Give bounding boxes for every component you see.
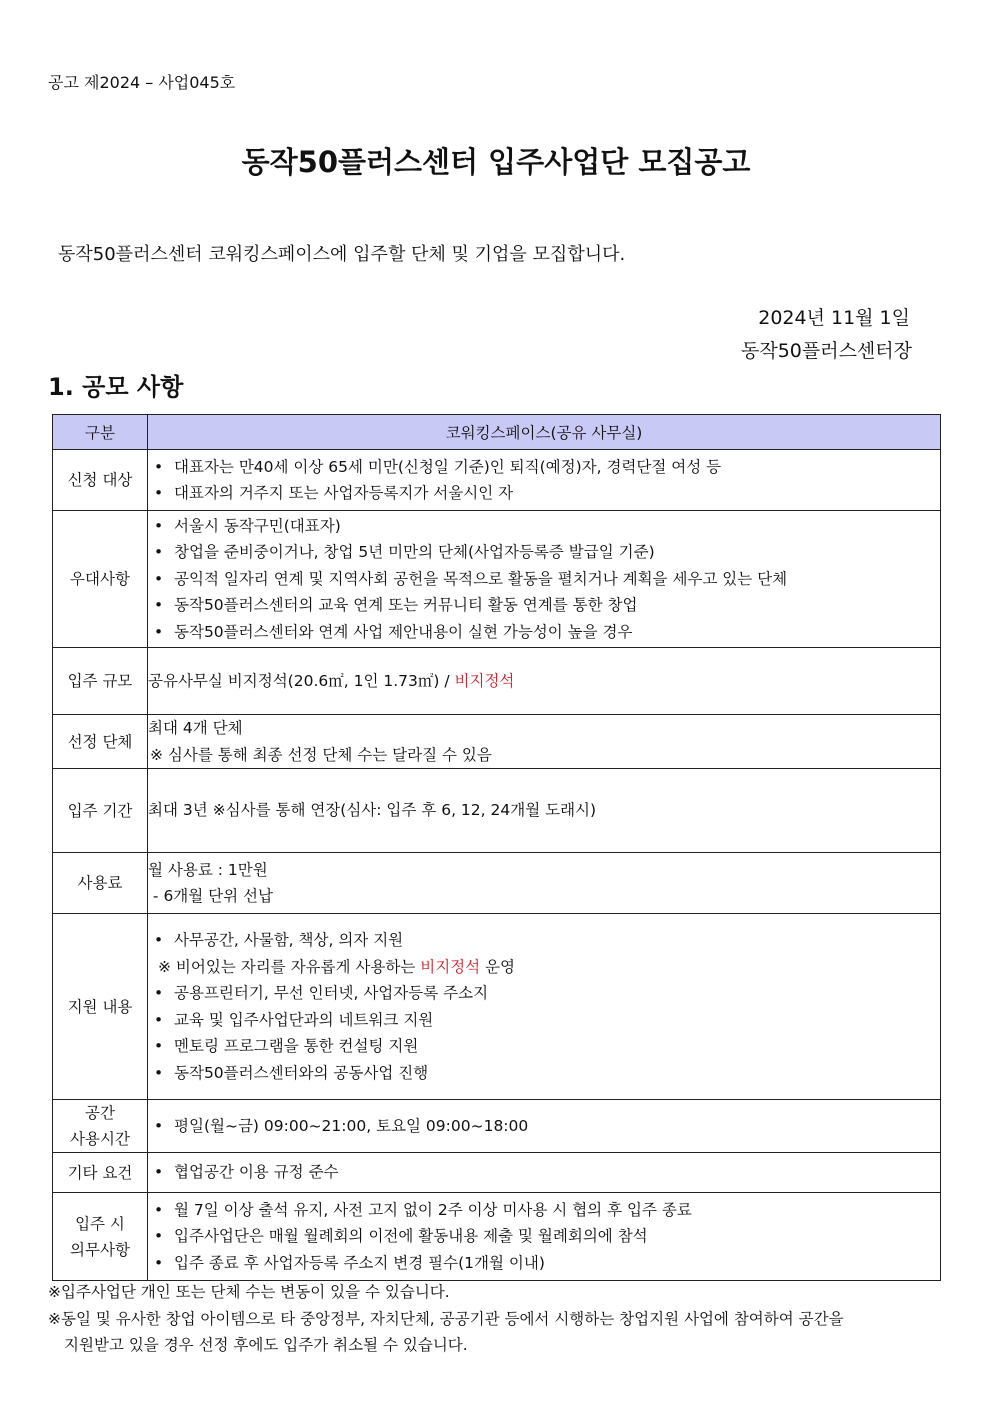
list-item: • 멘토링 프로그램을 통한 컨설팅 지원 <box>148 1033 940 1060</box>
page-title: 동작50플러스센터 입주사업단 모집공고 <box>241 145 751 179</box>
list-item: • 동작50플러스센터와 연계 사업 제안내용이 실현 가능성이 높을 경우 <box>148 619 940 646</box>
list-item: • 협업공간 이용 규정 준수 <box>148 1159 940 1186</box>
label-fee: 사용료 <box>53 853 148 914</box>
label-scale: 입주 규모 <box>53 648 148 715</box>
scale-highlight: 비지정석 <box>454 671 515 690</box>
label-period: 입주 기간 <box>53 769 148 853</box>
period-text: 최대 3년 ※심사를 통해 연장(심사: 입주 후 6, 12, 24개월 도래시) <box>148 801 597 819</box>
section-title: 1. 공모 사항 <box>48 373 184 401</box>
list-item: • 평일(월~금) 09:00~21:00, 토요일 09:00~18:00 <box>148 1113 940 1140</box>
list-item: • 입주 종료 후 사업자등록 주소지 변경 필수(1개월 이내) <box>148 1250 940 1277</box>
fee-payment: - 6개월 단위 선납 <box>148 887 274 905</box>
row-support <box>53 914 941 1100</box>
selection-note: ※ 심사를 통해 최종 선정 단체 수는 달라질 수 있음 <box>150 745 492 764</box>
list-item: • 사무공간, 사물함, 책상, 의자 지원 <box>148 927 940 954</box>
support-note-suffix: 운영 <box>480 957 515 976</box>
list-item: • 입주사업단은 매월 월례회의 이전에 활동내용 제출 및 월례회의에 참석 <box>148 1223 940 1250</box>
list-item: • 서울시 동작구민(대표자) <box>148 513 940 540</box>
row-duties <box>53 1193 941 1281</box>
support-note-highlight: 비지정석 <box>420 957 481 976</box>
label-hours-line1: 공간 <box>85 1104 115 1122</box>
list-item: • 대표자는 만40세 이상 65세 미만(신청일 기준)인 퇴직(예정)자, 경력단절 여성 등 <box>148 454 940 481</box>
row-eligibility <box>53 450 941 511</box>
duties-list <box>148 1197 940 1277</box>
row-other <box>53 1153 941 1193</box>
intro-text: 동작50플러스센터 코워킹스페이스에 입주할 단체 및 기업을 모집합니다. <box>58 244 626 265</box>
label-hours <box>53 1100 148 1153</box>
footnote-1: ※입주사업단 개인 또는 단체 수는 변동이 있을 수 있습니다. <box>48 1283 450 1301</box>
footnote-2-line2: 지원받고 있을 경우 선정 후에도 입주가 취소될 수 있습니다. <box>64 1336 468 1354</box>
header-category: 구분 <box>53 415 148 450</box>
list-item: • 동작50플러스센터와의 공동사업 진행 <box>148 1060 940 1087</box>
row-preference <box>53 511 941 648</box>
notice-number: 공고 제2024 – 사업045호 <box>48 73 236 92</box>
row-hours <box>53 1100 941 1153</box>
row-selection <box>53 715 941 769</box>
header-coworking: 코워킹스페이스(공유 사무실) <box>148 415 941 450</box>
label-preference: 우대사항 <box>53 511 148 648</box>
selection-max: 최대 4개 단체 <box>148 719 243 737</box>
eligibility-list <box>148 454 940 507</box>
list-item: • 월 7일 이상 출석 유지, 사전 고지 없이 2주 이상 미사용 시 협의 후 입주 종료 <box>148 1197 940 1224</box>
label-eligibility: 신청 대상 <box>53 450 148 511</box>
recruitment-table <box>52 414 941 1281</box>
issuer-name: 동작50플러스센터장 <box>740 340 912 362</box>
label-selection: 선정 단체 <box>53 715 148 769</box>
list-item: • 교육 및 입주사업단과의 네트워크 지원 <box>148 1007 940 1034</box>
list-item: • 공용프린터기, 무선 인터넷, 사업자등록 주소지 <box>148 980 940 1007</box>
row-period <box>53 769 941 853</box>
support-list <box>148 927 940 1086</box>
fee-amount: 월 사용료 : 1만원 <box>148 860 268 879</box>
preference-list <box>148 513 940 646</box>
label-duties-line2: 의무사항 <box>70 1240 130 1259</box>
list-item: • 창업을 준비중이거나, 창업 5년 미만의 단체(사업자등록증 발급일 기준) <box>148 539 940 566</box>
footnote-2-line1: ※동일 및 유사한 창업 아이템으로 타 중앙정부, 자치단체, 공공기관 등에서 시행하는 창업지원 사업에 참여하여 공간을 <box>48 1309 844 1328</box>
row-fee <box>53 853 941 914</box>
label-duties-line1: 입주 시 <box>75 1214 125 1233</box>
other-list <box>148 1159 940 1186</box>
list-item: • 동작50플러스센터의 교육 연계 또는 커뮤니티 활동 연계를 통한 창업 <box>148 592 940 619</box>
row-scale <box>53 648 941 715</box>
label-other: 기타 요건 <box>53 1153 148 1193</box>
label-duties <box>53 1193 148 1281</box>
label-hours-line2: 사용시간 <box>70 1130 130 1148</box>
list-item: • 대표자의 거주지 또는 사업자등록지가 서울시인 자 <box>148 480 940 507</box>
scale-text: 공유사무실 비지정석(20.6㎡, 1인 1.73㎡) / <box>148 671 455 690</box>
table-header-row <box>53 415 941 450</box>
list-item: • 공익적 일자리 연계 및 지역사회 공헌을 목적으로 활동을 펼치거나 계획을 세우고 있는 단체 <box>148 566 940 593</box>
footnotes <box>48 1279 938 1359</box>
hours-list <box>148 1113 940 1140</box>
support-note-prefix: ※ 비어있는 자리를 자유롭게 사용하는 <box>158 957 421 976</box>
support-note <box>148 954 940 981</box>
label-support: 지원 내용 <box>53 914 148 1100</box>
announcement-date: 2024년 11월 1일 <box>758 307 910 329</box>
